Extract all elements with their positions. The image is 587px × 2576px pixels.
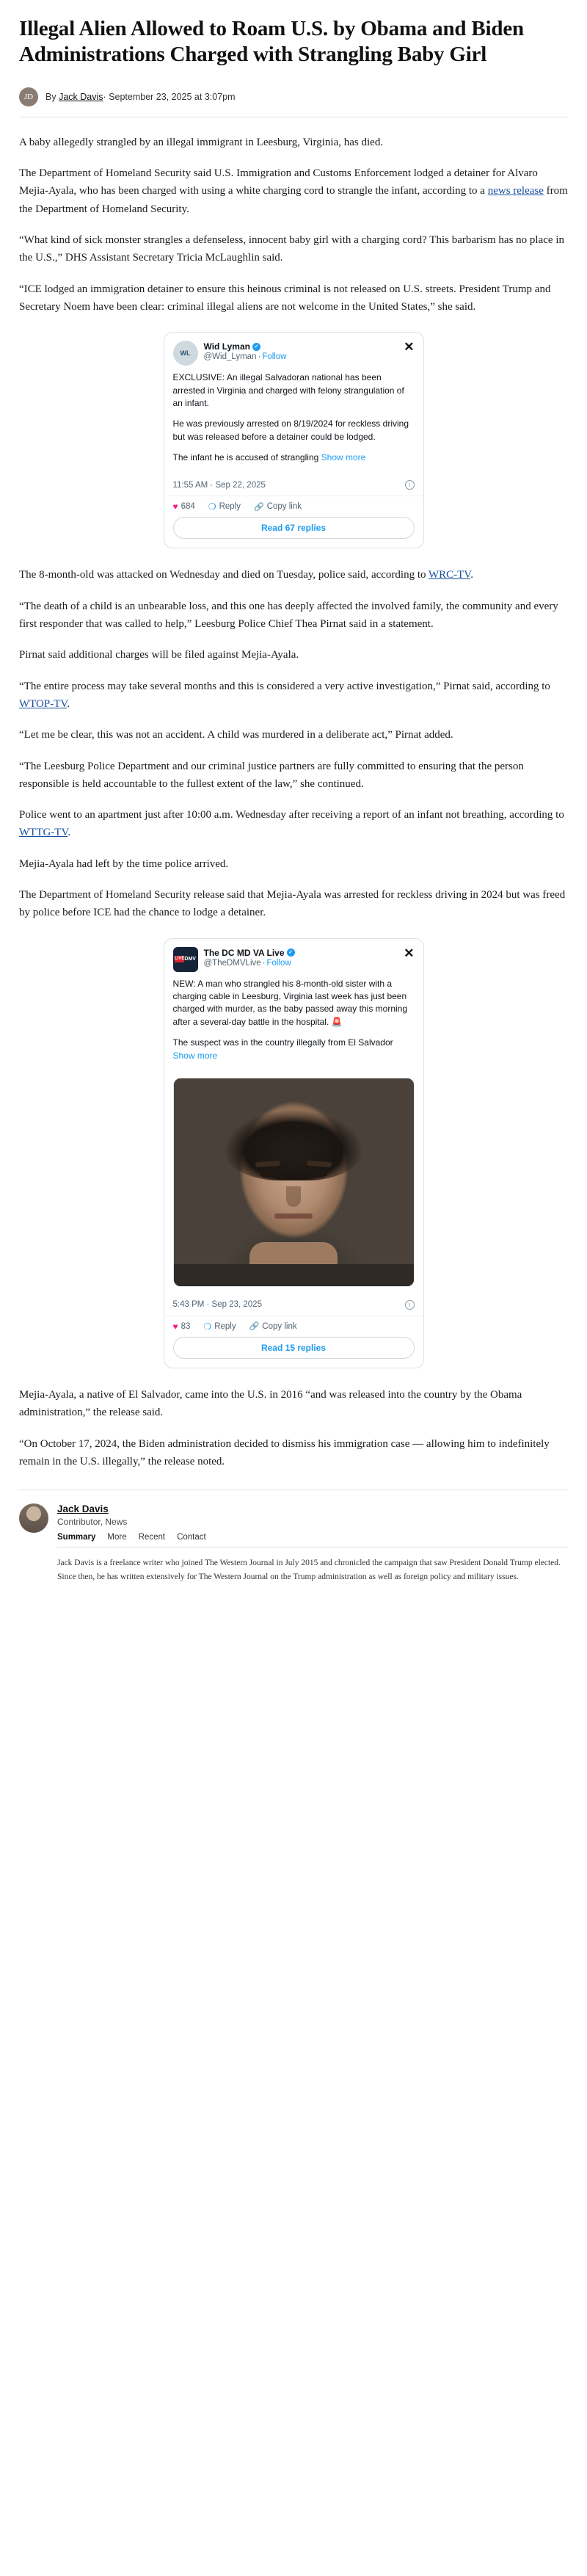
- tweet-embed-1[interactable]: [164, 332, 424, 548]
- tweet-header: [164, 939, 423, 975]
- author-bio: Jack Davis is a freelance writer who joined The Western Journal in July 2015 and chronicled the campaign that saw President Donald Trump elected. Since then, he has written extensively for The Western Journal on the Trump administration as well as foreign policy and military issues.: [57, 1559, 561, 1581]
- tweet-timestamp-row: [164, 1294, 423, 1316]
- wttg-tv-link: WTTG-TV: [19, 827, 68, 839]
- tweet-timestamp: 5:43 PM · Sep 23, 2025: [172, 1300, 262, 1310]
- tweet-dot: ·: [258, 352, 261, 362]
- tweet-header: [164, 333, 423, 369]
- heart-icon: ♥: [172, 501, 178, 512]
- tweet-paragraph: EXCLUSIVE: An illegal Salvadoran national has been arrested in Virginia and charged with felony strangulation of an infant.: [172, 372, 404, 408]
- article-body-top: [19, 134, 568, 316]
- wrc-tv-link: WRC-TV: [428, 569, 471, 581]
- tweet-avatar[interactable]: WL: [173, 341, 198, 366]
- author-meta: [57, 1503, 568, 1583]
- tweet-paragraph-text: The infant he is accused of strangling: [172, 452, 319, 463]
- paragraph: “ICE lodged an immigration detainer to ensure this heinous criminal is not released on U.S. streets. President Trump and Secretary Noem have been clear: criminal illegal aliens are not welcome in the United States,” she said.: [19, 283, 551, 313]
- shirt-region: [174, 1264, 414, 1286]
- tweet-paragraph-last: [173, 1037, 415, 1062]
- tweet-dot: ·: [262, 958, 266, 968]
- author-avatar: [19, 1503, 48, 1533]
- tweet-paragraph-last: [173, 451, 415, 464]
- tweet-text: [164, 975, 423, 1072]
- paragraph: The Department of Homeland Security said U.S. Immigration and Customs Enforcement lodged a detainer for Alvaro Mejia-Ayala, who has been charged with using a white charging cord to strangle the infant, according to a news release from the Department of Homeland Security.: [19, 167, 568, 215]
- heart-icon: ♥: [172, 1321, 178, 1332]
- reply-label: Reply: [219, 502, 241, 512]
- byline-date: September 23, 2025 at 3:07pm: [109, 91, 236, 102]
- info-icon[interactable]: i: [405, 1300, 415, 1310]
- wtop-tv-link: WTOP-TV: [19, 697, 68, 710]
- byline-text: [45, 92, 236, 102]
- tweet-paragraph-text: The suspect was in the country illegally from El Salvador: [172, 1037, 393, 1048]
- hair-region: [224, 1103, 363, 1180]
- eye-right: [311, 1171, 327, 1178]
- author-tabs: [57, 1533, 568, 1548]
- verified-badge-icon: ✓: [252, 343, 260, 351]
- copy-link-label: Copy link: [266, 502, 302, 512]
- tweet-display-name-row: [204, 948, 394, 958]
- tweet-avatar[interactable]: [173, 947, 198, 972]
- reply-label: Reply: [214, 1321, 236, 1331]
- tab-more[interactable]: More: [107, 1533, 127, 1542]
- comment-bubble-icon: ❍: [208, 501, 216, 512]
- close-icon[interactable]: ✕: [404, 340, 415, 355]
- tab-contact[interactable]: Contact: [177, 1533, 206, 1542]
- paragraph: “The Leesburg Police Department and our criminal justice partners are fully committed to ensuring that the person responsible is held accountable to the fullest extent of the law,” she continued.: [19, 760, 524, 790]
- like-action[interactable]: [173, 1321, 191, 1332]
- tweet-photo[interactable]: [173, 1078, 415, 1287]
- paragraph: “The entire process may take several months and this is considered a very active investigation,” Pirnat said, according to WTOP-TV.: [19, 680, 550, 710]
- reply-action[interactable]: [208, 501, 241, 512]
- tab-recent[interactable]: Recent: [138, 1533, 166, 1542]
- live-badge: LIVE: [175, 957, 185, 962]
- page-title: Illegal Alien Allowed to Roam U.S. by Obama and Biden Administrations Charged with Strangling Baby Girl: [19, 17, 524, 67]
- author-role: Contributor, News: [57, 1517, 128, 1528]
- article-body-end: [19, 1386, 568, 1470]
- tweet-display-name-row: [204, 341, 394, 352]
- tweet-paragraph: He was previously arrested on 8/19/2024 for reckless driving but was released before a detainer could be lodged.: [172, 418, 409, 442]
- paragraph: A baby allegedly strangled by an illegal immigrant in Leesburg, Virginia, has died.: [19, 136, 384, 148]
- news-release-link: news release: [487, 185, 544, 197]
- tweet-account: [204, 947, 394, 968]
- paragraph: Police went to an apartment just after 10:00 a.m. Wednesday after receiving a report of an infant not breathing, according to WTTG-TV.: [19, 809, 564, 839]
- verified-badge-icon: ✓: [287, 948, 295, 957]
- nose-region: [286, 1186, 301, 1207]
- avatar: JD: [19, 87, 38, 106]
- paragraph: “Let me be clear, this was not an accident. A child was murdered in a deliberate act,” Pirnat added.: [19, 729, 453, 741]
- copy-link-action[interactable]: [254, 502, 302, 512]
- tab-summary[interactable]: Summary: [57, 1533, 96, 1542]
- tweet-follow-link[interactable]: Follow: [262, 352, 287, 362]
- tweet-timestamp-row: [164, 474, 423, 496]
- paragraph: The 8-month-old was attacked on Wednesday and died on Tuesday, police said, according to WRC-TV.: [19, 569, 473, 581]
- like-count: 684: [181, 502, 195, 512]
- tweet-text: [164, 369, 423, 474]
- tweet-handle-row: [204, 959, 394, 968]
- dmv-badge: DMV: [184, 956, 196, 962]
- byline-by-label: By: [45, 91, 56, 102]
- read-replies-button[interactable]: Read 15 replies: [173, 1337, 415, 1359]
- comment-bubble-icon: ❍: [203, 1321, 212, 1332]
- tweet-display-name: The DC MD VA Live: [203, 947, 285, 958]
- mouth-region: [274, 1213, 313, 1219]
- paragraph: “On October 17, 2024, the Biden administration decided to dismiss his immigration case — allowing him to indefinitely remain in the U.S. illegally,” the release noted.: [19, 1437, 550, 1467]
- tweet-handle[interactable]: @TheDMVLive: [203, 958, 261, 968]
- author-footer: [19, 1490, 568, 1583]
- like-action[interactable]: [173, 501, 195, 512]
- tweet-handle[interactable]: @Wid_Lyman: [203, 352, 257, 362]
- copy-link-label: Copy link: [262, 1321, 297, 1331]
- close-icon[interactable]: ✕: [404, 946, 415, 960]
- paragraph: The Department of Homeland Security release said that Mejia-Ayala was arrested for reckless driving in 2024 but was freed by police before ICE had the chance to lodge a detainer.: [19, 889, 566, 919]
- paragraph: Pirnat said additional charges will be filed against Mejia-Ayala.: [19, 649, 299, 661]
- paragraph: “What kind of sick monster strangles a defenseless, innocent baby girl with a charging cord? This barbarism has no place in the U.S.,” DHS Assistant Secretary Tricia McLaughlin said.: [19, 233, 564, 264]
- byline: [19, 87, 568, 117]
- article-body-middle: [19, 566, 568, 921]
- tweet-display-name: Wid Lyman: [203, 341, 250, 352]
- mugshot-image: [174, 1078, 414, 1286]
- like-count: 83: [181, 1321, 191, 1331]
- info-icon[interactable]: i: [405, 480, 415, 490]
- tweet-account: [204, 341, 394, 361]
- paragraph: “The death of a child is an unbearable loss, and this one has deeply affected the involved family, the community and every first responder that was called to help,” Leesburg Police Chief Thea Pirnat said in a statement.: [19, 600, 558, 631]
- tweet-handle-row: [204, 352, 394, 361]
- link-icon: 🔗: [249, 1322, 260, 1332]
- show-more-link[interactable]: Show more: [321, 452, 366, 463]
- tweet-actions: [164, 496, 423, 517]
- paragraph: Mejia-Ayala had left by the time police arrived.: [19, 857, 229, 870]
- tweet-actions: [164, 1316, 423, 1337]
- eye-left: [260, 1171, 276, 1178]
- tweet-timestamp: 11:55 AM · Sep 22, 2025: [172, 480, 266, 490]
- link-icon: 🔗: [253, 502, 264, 512]
- tweet-embed-2[interactable]: [164, 938, 424, 1368]
- read-replies-button[interactable]: Read 67 replies: [173, 517, 415, 539]
- byline-separator: ·: [103, 91, 106, 102]
- tweet-paragraph: NEW: A man who strangled his 8-month-old sister with a charging cable in Leesburg, Virginia last week has just been charged with murder, as the baby passed away this morning after a several-day battle in the hospital. 🚨: [172, 978, 408, 1027]
- show-more-link[interactable]: Show more: [172, 1050, 218, 1061]
- author-name-link[interactable]: Jack Davis: [57, 1503, 109, 1515]
- reply-action[interactable]: [203, 1321, 236, 1332]
- byline-author-link[interactable]: Jack Davis: [59, 91, 103, 102]
- tweet-follow-link[interactable]: Follow: [266, 958, 291, 968]
- paragraph: Mejia-Ayala, a native of El Salvador, came into the U.S. in 2016 “and was released into the country by the Obama administration,” the release said.: [19, 1388, 522, 1419]
- copy-link-action[interactable]: [249, 1321, 297, 1331]
